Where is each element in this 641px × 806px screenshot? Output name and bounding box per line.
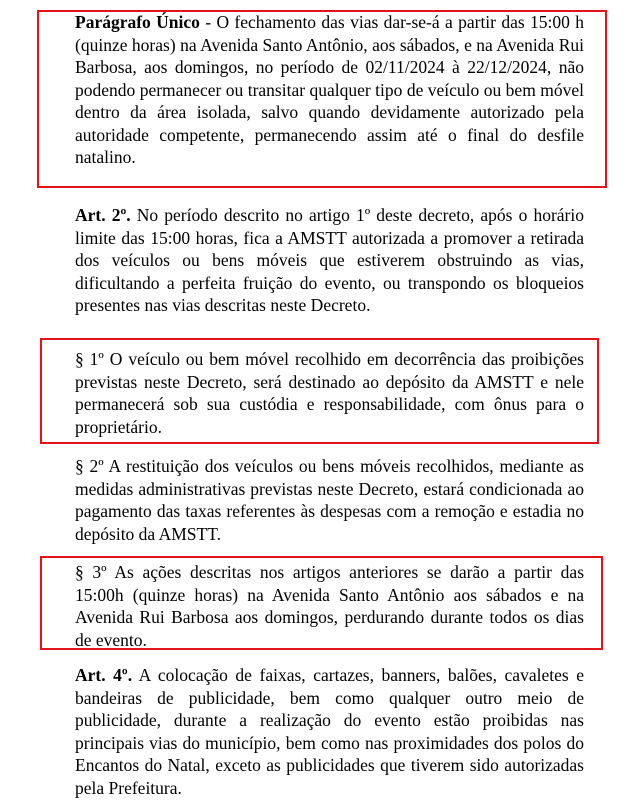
article-4 xyxy=(75,664,584,799)
paragrafo-unico-text: - O fechamento das vias dar-se-á a partir das 15:00 h (quinze horas) na Avenida Santo Antônio, aos sábados, e na Avenida Rui Barbosa, aos domingos, no período de 02/11/2024 à 22/12/2024, não podendo permanecer ou transitar qualquer tipo de veículo ou bem móvel dentro da área isolada, salvo quando devidamente autorizado pela autoridade competente, permanecendo assim até o final do desfile natalino. xyxy=(75,12,584,167)
paragrafo-unico-lead: Parágrafo Único xyxy=(75,12,200,32)
article-4-lead: Art. 4º. xyxy=(75,665,133,685)
article-2 xyxy=(75,204,584,317)
paragraph-1 xyxy=(75,348,584,438)
article-2-lead: Art. 2º. xyxy=(75,205,131,225)
paragraph-3-text: § 3º As ações descritas nos artigos anteriores se darão a partir das 15:00h (quinze horas) na Avenida Santo Antônio aos sábados e na Avenida Rui Barbosa aos domingos, perdurando durante todos os dias de evento. xyxy=(75,562,584,650)
paragraph-1-text: § 1º O veículo ou bem móvel recolhido em decorrência das proibições previstas neste Decreto, será destinado ao depósito da AMSTT e nele permanecerá sob sua custódia e responsabilidade, com ônus para o proprietário. xyxy=(75,349,584,437)
paragraph-2 xyxy=(75,455,584,545)
paragraph-3 xyxy=(75,561,584,651)
paragrafo-unico xyxy=(75,11,584,169)
paragraph-2-text: § 2º A restituição dos veículos ou bens móveis recolhidos, mediante as medidas administrativas previstas neste Decreto, estará condicionada ao pagamento das taxas referentes às despesas com a remoção e estadia no depósito da AMSTT. xyxy=(75,456,584,544)
article-4-text: A colocação de faixas, cartazes, banners, balões, cavaletes e bandeiras de publicidade, bem como qualquer outro meio de publicidade, durante a realização do evento estão proibidas nas principais vias do município, bem como nas proximidades dos polos do Encantos do Natal, exceto as publicidades que tiverem sido autorizadas pela Prefeitura. xyxy=(75,665,584,798)
article-2-text: No período descrito no artigo 1º deste decreto, após o horário limite das 15:00 horas, fica a AMSTT autorizada a promover a retirada dos veículos ou bens móveis que estiverem obstruindo as vias, dificultando a perfeita fruição do evento, ou transpondo os bloqueios presentes nas vias descritas neste Decreto. xyxy=(75,205,584,315)
